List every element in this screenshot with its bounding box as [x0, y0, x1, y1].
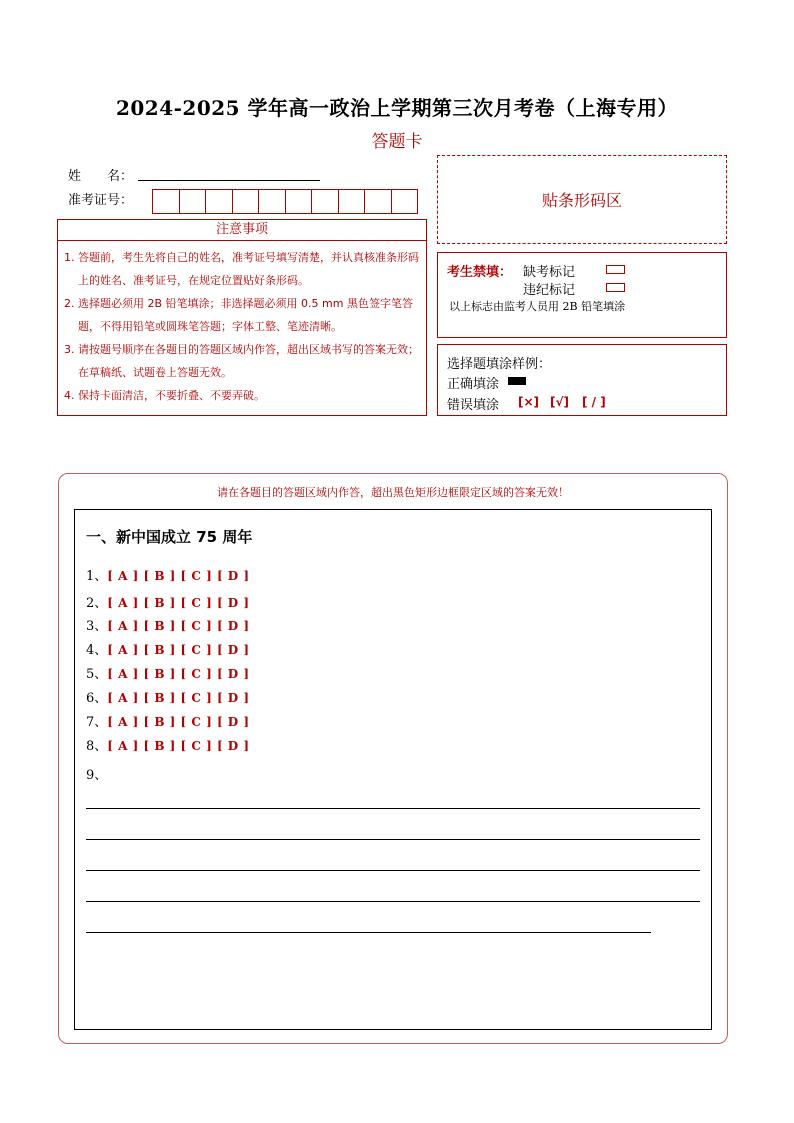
correct-fill-mark	[508, 377, 526, 385]
sample-title: 选择题填涂样例：	[447, 357, 552, 372]
notice-text: 答题前，考生先将自己的姓名，准考证号填写清楚，并认真核准条形码上的姓名、准考证号，在规定位置贴好条形码。	[78, 251, 419, 287]
answer-line[interactable]	[86, 808, 700, 809]
question-number: 3、	[86, 619, 108, 634]
notice-item	[64, 246, 420, 292]
name-label: 姓 名：	[68, 169, 134, 184]
notice-num: 2.	[64, 297, 75, 310]
notice-num: 4.	[64, 389, 75, 402]
absent-label: 缺考标记	[523, 265, 576, 280]
barcode-label: 贴条形码区	[541, 191, 622, 210]
id-label: 准考证号：	[68, 193, 134, 208]
answer-line[interactable]	[86, 932, 651, 933]
question-row	[86, 592, 250, 611]
question-number: 6、	[86, 691, 108, 706]
answer-options[interactable]: [ A ] [ B ] [ C ] [ D ]	[107, 691, 250, 705]
name-field[interactable]	[138, 180, 320, 181]
answer-line[interactable]	[86, 839, 700, 840]
page-title: 2024-2025 学年高一政治上学期第三次月考卷（上海专用）	[115, 96, 679, 120]
notice-list	[57, 241, 427, 416]
answer-box	[74, 509, 712, 1030]
id-cell[interactable]	[339, 190, 366, 213]
wrong-mark-check: [√]	[550, 395, 569, 409]
notice-heading: 注意事项	[57, 219, 427, 241]
notice-item	[64, 338, 420, 384]
question-number: 2、	[86, 596, 108, 611]
notice-text: 保持卡面清洁，不要折叠、不要弄破。	[78, 389, 265, 402]
notice-item	[64, 292, 420, 338]
id-cell[interactable]	[233, 190, 260, 213]
page-subtitle: 答题卡	[371, 132, 423, 152]
notice-num: 1.	[64, 251, 75, 264]
question-row	[86, 711, 250, 730]
notice-text: 选择题必须用 2B 铅笔填涂；非选择题必须用 0.5 mm 黑色签字笔答题，不得用铅笔或圆珠笔答题；字体工整、笔迹清晰。	[78, 297, 413, 333]
answer-options[interactable]: [ A ] [ B ] [ C ] [ D ]	[107, 596, 250, 610]
answer-options[interactable]: [ A ] [ B ] [ C ] [ D ]	[107, 619, 250, 633]
correct-fill-label: 正确填涂	[447, 377, 500, 392]
ban-label: 考生禁填：	[447, 265, 513, 280]
question-row	[86, 615, 250, 634]
answer-options[interactable]: [ A ] [ B ] [ C ] [ D ]	[107, 667, 250, 681]
question-number: 4、	[86, 643, 108, 658]
answer-options[interactable]: [ A ] [ B ] [ C ] [ D ]	[107, 569, 250, 583]
proctor-marks-box	[437, 252, 727, 338]
fill-sample-box	[437, 344, 727, 416]
wrong-mark-cross: [×]	[518, 395, 540, 409]
wrong-fill-label: 错误填涂	[447, 398, 500, 413]
exam-id-boxes[interactable]	[152, 189, 418, 214]
violation-label: 违纪标记	[523, 283, 576, 298]
notice-text: 请按题号顺序在各题目的答题区域内作答，超出区域书写的答案无效；在草稿纸、试题卷上答题无效。	[78, 343, 419, 379]
question-number: 1、	[86, 569, 108, 584]
question-row	[86, 639, 250, 658]
barcode-area	[437, 155, 727, 244]
id-cell[interactable]	[180, 190, 207, 213]
notice-item	[64, 384, 420, 407]
answer-options[interactable]: [ A ] [ B ] [ C ] [ D ]	[107, 643, 250, 657]
question-row	[86, 687, 250, 706]
question-row	[86, 663, 250, 682]
answer-line[interactable]	[86, 901, 700, 902]
answer-area-warning: 请在各题目的答题区域内作答，超出黑色矩形边框限定区域的答案无效！	[217, 486, 569, 499]
absent-mark-box[interactable]	[606, 265, 625, 274]
id-cell[interactable]	[365, 190, 392, 213]
question-9-number: 9、	[86, 768, 108, 783]
question-row	[86, 735, 250, 754]
answer-line[interactable]	[86, 870, 700, 871]
answer-options[interactable]: [ A ] [ B ] [ C ] [ D ]	[107, 715, 250, 729]
id-cell[interactable]	[206, 190, 233, 213]
answer-options[interactable]: [ A ] [ B ] [ C ] [ D ]	[107, 739, 250, 753]
violation-mark-box[interactable]	[606, 283, 625, 292]
question-number: 7、	[86, 715, 108, 730]
notice-num: 3.	[64, 343, 75, 356]
id-cell[interactable]	[153, 190, 180, 213]
wrong-mark-slash: [ / ]	[582, 395, 606, 409]
question-number: 5、	[86, 667, 108, 682]
section-title: 一、新中国成立 75 周年	[86, 528, 253, 546]
id-cell[interactable]	[312, 190, 339, 213]
id-cell[interactable]	[259, 190, 286, 213]
question-row	[86, 565, 250, 584]
ban-note: 以上标志由监考人员用 2B 铅笔填涂	[449, 300, 626, 313]
id-cell[interactable]	[392, 190, 418, 213]
question-number: 8、	[86, 739, 108, 754]
id-cell[interactable]	[286, 190, 313, 213]
